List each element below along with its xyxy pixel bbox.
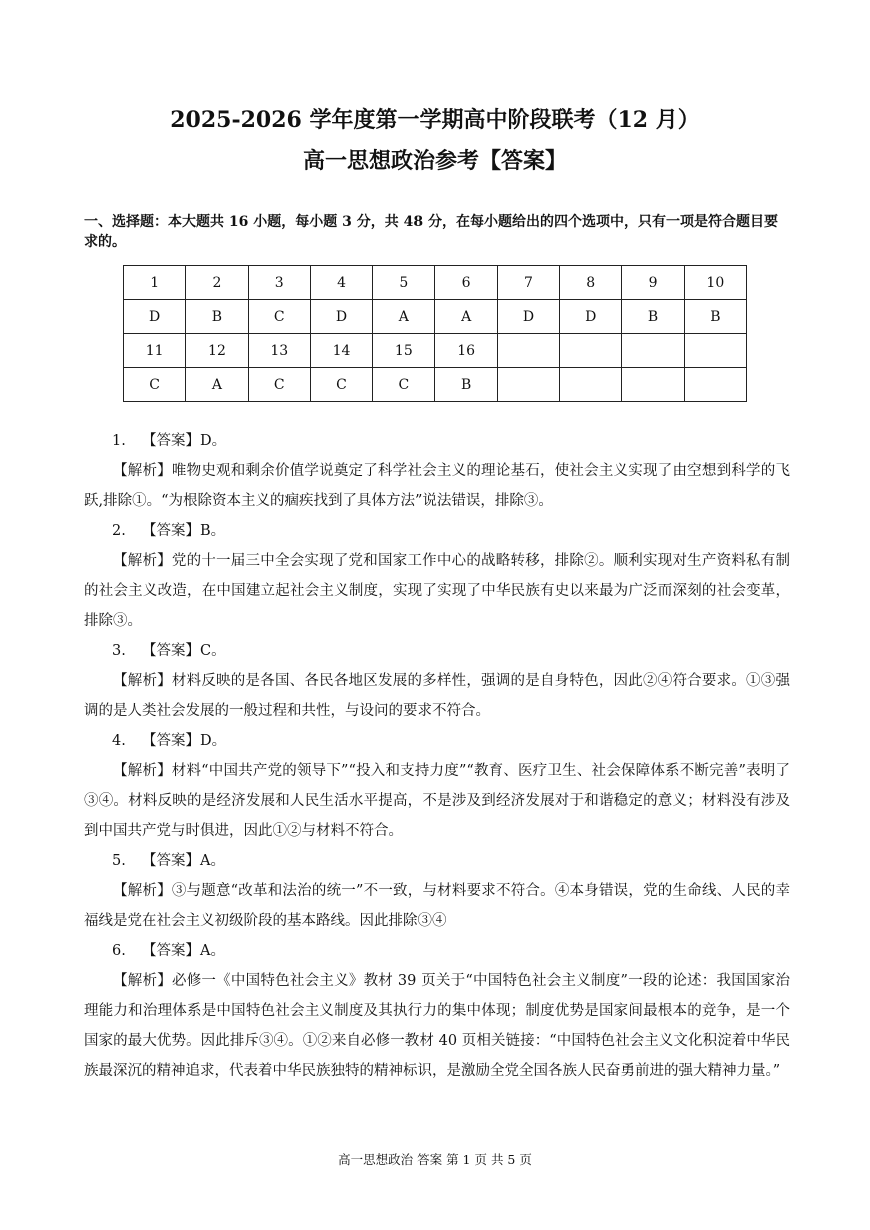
answer-table-cell: D	[310, 300, 372, 334]
answer-subtitle: 高一思想政治参考【答案】	[302, 148, 567, 174]
question-answer-line	[84, 516, 790, 546]
answer-table-cell: D	[560, 300, 622, 334]
answer-table-row	[124, 334, 747, 368]
question-number: 5.	[112, 853, 126, 869]
answer-table-cell: B	[435, 368, 497, 402]
answer-table-cell: C	[124, 368, 186, 402]
answer-table-cell: 14	[310, 334, 372, 368]
answer-table-cell: C	[373, 368, 435, 402]
question-answer: 【答案】B。	[142, 523, 226, 539]
question-answer: 【答案】C。	[142, 643, 226, 659]
answer-table-row	[124, 368, 747, 402]
answer-table-cell: 10	[684, 266, 746, 300]
answer-table-row	[124, 300, 747, 334]
answer-table-cell: D	[497, 300, 559, 334]
answer-table	[123, 265, 747, 402]
answer-table-cell: C	[248, 368, 310, 402]
question-number: 3.	[112, 643, 126, 659]
answer-table-cell	[684, 368, 746, 402]
answer-table-cell: 16	[435, 334, 497, 368]
answer-table-cell: 3	[248, 266, 310, 300]
answer-table-cell: 2	[186, 266, 248, 300]
answer-table-cell: A	[186, 368, 248, 402]
answer-table-cell	[497, 334, 559, 368]
answer-table-row	[124, 266, 747, 300]
question-number: 6.	[112, 943, 126, 959]
answer-table-cell: 11	[124, 334, 186, 368]
section-heading: 一、选择题：本大题共 16 小题，每小题 3 分，共 48 分，在每小题给出的四个选项中，只有一项是符合题目要求的。	[84, 214, 778, 250]
question-analysis: 【解析】必修一《中国特色社会主义》教材 39 页关于“中国特色社会主义制度”一段的论述：我国国家治理能力和治理体系是中国特色社会主义制度及其执行力的集中体现；制度优势是国家间最根本的竞争，是一个国家的最大优势。因此排斥③④。①②来自必修一教材 40 页相关链接：“中国特色社会主义文化积淀着中华民族最深沉的精神追求，代表着中华民族独特的精神标识，是激励全党全国各族人民奋勇前进的强大精神力量。”	[84, 973, 790, 1079]
answer-table-cell: 9	[622, 266, 684, 300]
answer-table-cell: B	[622, 300, 684, 334]
answer-table-cell	[560, 334, 622, 368]
question-answer-line	[84, 846, 790, 876]
answer-table-cell	[622, 368, 684, 402]
answer-table-cell: 6	[435, 266, 497, 300]
page-footer: 高一思想政治 答案 第 1 页 共 5 页	[338, 1152, 532, 1167]
answer-table-cell: 15	[373, 334, 435, 368]
answer-table-cell: 4	[310, 266, 372, 300]
answer-table-cell: 7	[497, 266, 559, 300]
answer-table-cell: 1	[124, 266, 186, 300]
question-number: 1.	[112, 433, 126, 449]
answer-table-cell: A	[435, 300, 497, 334]
question-answer: 【答案】D。	[142, 733, 227, 749]
answer-table-cell: 13	[248, 334, 310, 368]
question-number: 2.	[112, 523, 126, 539]
explanations	[84, 426, 790, 1086]
answer-table-cell	[684, 334, 746, 368]
question-analysis: 【解析】党的十一届三中全会实现了党和国家工作中心的战略转移，排除②。顺利实现对生产资料私有制的社会主义改造，在中国建立起社会主义制度，实现了实现了中华民族有史以来最为广泛而深刻的社会变革，排除③。	[84, 553, 790, 629]
answer-table-cell: 8	[560, 266, 622, 300]
question-answer-line	[84, 936, 790, 966]
answer-table-cell	[497, 368, 559, 402]
question-answer-line	[84, 636, 790, 666]
question-answer: 【答案】A。	[142, 943, 225, 959]
question-analysis: 【解析】③与题意“改革和法治的统一”不一致，与材料要求不符合。④本身错误，党的生命线、人民的幸福线是党在社会主义初级阶段的基本路线。因此排除③④	[84, 883, 790, 929]
question-analysis: 【解析】材料“中国共产党的领导下”“投入和支持力度”“教育、医疗卫生、社会保障体系不断完善”表明了③④。材料反映的是经济发展和人民生活水平提高，不是涉及到经济发展对于和谐稳定的意义；材料没有涉及到中国共产党与时俱进，因此①②与材料不符合。	[84, 763, 790, 839]
question-answer: 【答案】D。	[142, 433, 227, 449]
answer-table-cell: 12	[186, 334, 248, 368]
answer-table-cell: B	[186, 300, 248, 334]
answer-table-cell: 5	[373, 266, 435, 300]
answer-table-cell: B	[684, 300, 746, 334]
answer-table-cell	[622, 334, 684, 368]
question-answer: 【答案】A。	[142, 853, 225, 869]
answer-table-cell: C	[248, 300, 310, 334]
question-analysis: 【解析】材料反映的是各国、各民各地区发展的多样性，强调的是自身特色，因此②④符合要求。①③强调的是人类社会发展的一般过程和共性，与设问的要求不符合。	[84, 673, 790, 719]
question-number: 4.	[112, 733, 126, 749]
answer-table-cell: D	[124, 300, 186, 334]
question-answer-line	[84, 426, 790, 456]
question-analysis: 【解析】唯物史观和剩余价值学说奠定了科学社会主义的理论基石，使社会主义实现了由空想到科学的飞跃,排除①。“为根除资本主义的痼疾找到了具体方法”说法错误，排除③。	[84, 463, 790, 509]
exam-title: 2025-2026 学年度第一学期高中阶段联考（12 月）	[170, 107, 700, 133]
answer-table-cell: A	[373, 300, 435, 334]
answer-table-cell	[560, 368, 622, 402]
question-answer-line	[84, 726, 790, 756]
answer-table-cell: C	[310, 368, 372, 402]
